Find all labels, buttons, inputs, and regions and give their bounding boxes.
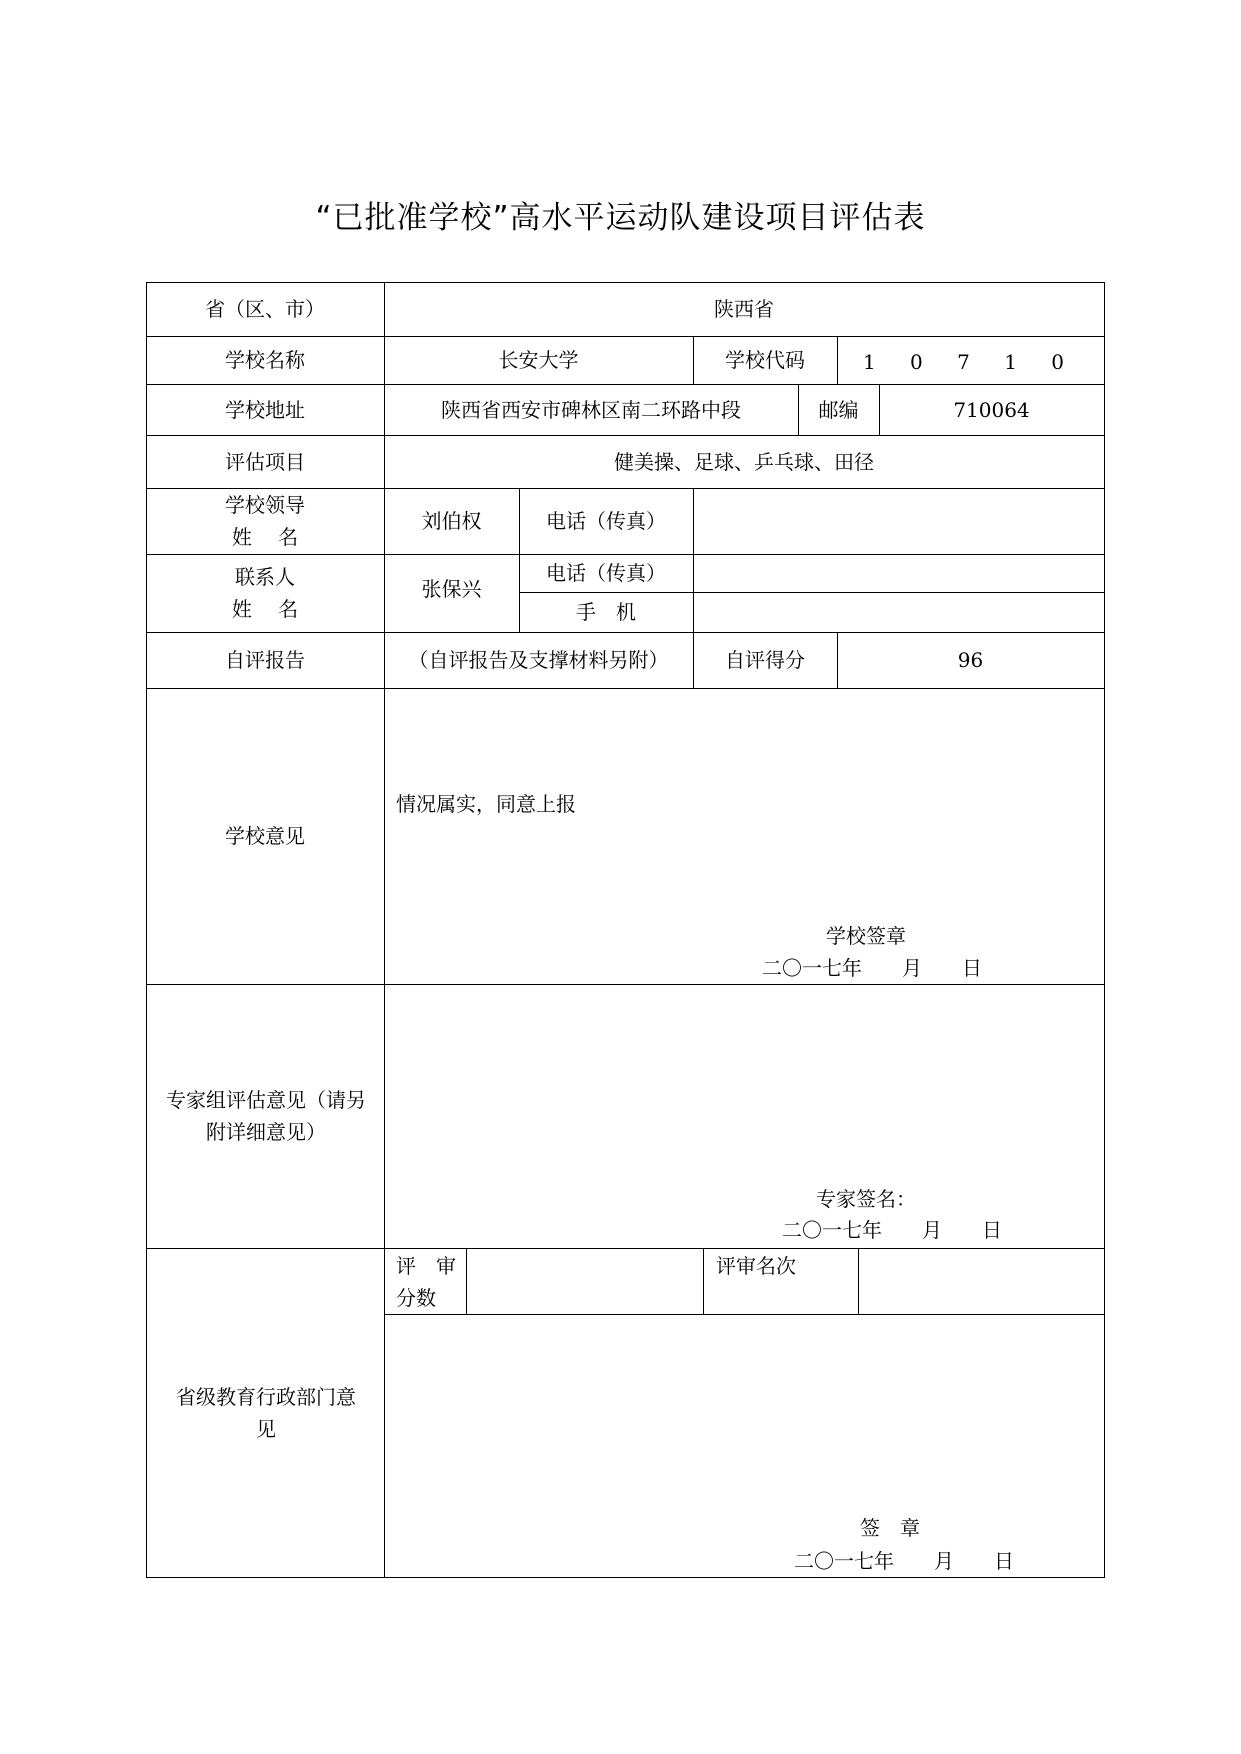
- postcode-value: 710064: [953, 397, 1030, 422]
- contact-name: 张保兴: [421, 577, 482, 601]
- eval-items-value: 健美操、足球、乒乓球、田径: [614, 449, 874, 474]
- province-opinion-label: [150, 1248, 382, 1577]
- province-opinion-label-line1: 省级教育行政部门意: [176, 1384, 356, 1409]
- self-eval-label: 自评报告: [225, 648, 305, 672]
- self-eval-note: （自评报告及支撑材料另附）: [408, 648, 669, 672]
- province-opinion-sign: 签 章: [860, 1516, 920, 1540]
- school-code-label: 学校代码: [725, 348, 805, 372]
- contact-label-line1: 联系人: [235, 565, 295, 589]
- contact-mobile-label: 手 机: [576, 600, 636, 624]
- province-opinion-label-line2: 见: [256, 1416, 276, 1441]
- province-score-label-line1: 评 审: [396, 1254, 456, 1278]
- leader-name: 刘伯权: [421, 509, 482, 533]
- school-opinion-sign: 学校签章: [826, 924, 906, 948]
- postcode-label: 邮编: [818, 397, 859, 422]
- school-name-label: 学校名称: [225, 348, 305, 372]
- address-label: 学校地址: [225, 397, 305, 422]
- leader-label-line1: 学校领导: [225, 493, 305, 517]
- province-rank-value[interactable]: [858, 1248, 1104, 1314]
- page-title: “已批准学校”高水平运动队建设项目评估表: [315, 200, 926, 236]
- school-name-value: 长安大学: [498, 348, 579, 372]
- contact-mobile-value[interactable]: [693, 592, 1104, 632]
- self-eval-score-label: 自评得分: [725, 648, 805, 672]
- expert-opinion-label-line1: 专家组评估意见（请另: [166, 1088, 366, 1112]
- leader-label-line2: 姓 名: [231, 525, 299, 549]
- school-opinion-label: 学校意见: [225, 824, 305, 848]
- contact-phone-value[interactable]: [693, 554, 1104, 592]
- province-score-value[interactable]: [466, 1248, 703, 1314]
- expert-opinion-label: [150, 984, 382, 1248]
- contact-label: [146, 554, 384, 632]
- leader-label: [146, 488, 384, 554]
- leader-phone-label: 电话（传真）: [546, 509, 666, 533]
- school-code-value: 1 0 7 1 0: [862, 350, 1079, 374]
- expert-opinion-date: 二〇一七年 月 日: [782, 1218, 1002, 1242]
- province-opinion-date: 二〇一七年 月 日: [794, 1549, 1014, 1573]
- contact-label-line2: 姓 名: [231, 597, 299, 621]
- expert-opinion-sign: 专家签名：: [816, 1187, 916, 1211]
- leader-phone-value[interactable]: [693, 488, 1104, 554]
- contact-phone-label: 电话（传真）: [546, 561, 666, 585]
- address-value: 陕西省西安市碑林区南二环路中段: [441, 397, 741, 422]
- province-value: 陕西省: [714, 297, 774, 321]
- school-opinion-text: 情况属实，同意上报: [396, 792, 576, 816]
- eval-items-label: 评估项目: [225, 449, 305, 474]
- province-rank-label: 评审名次: [716, 1254, 796, 1278]
- school-opinion-date: 二〇一七年 月 日: [762, 956, 982, 980]
- province-label: 省（区、市）: [205, 297, 325, 321]
- expert-opinion-label-line2: 附详细意见）: [206, 1120, 326, 1144]
- province-score-label-line2: 分数: [396, 1286, 436, 1310]
- self-eval-score-value: 96: [957, 648, 984, 672]
